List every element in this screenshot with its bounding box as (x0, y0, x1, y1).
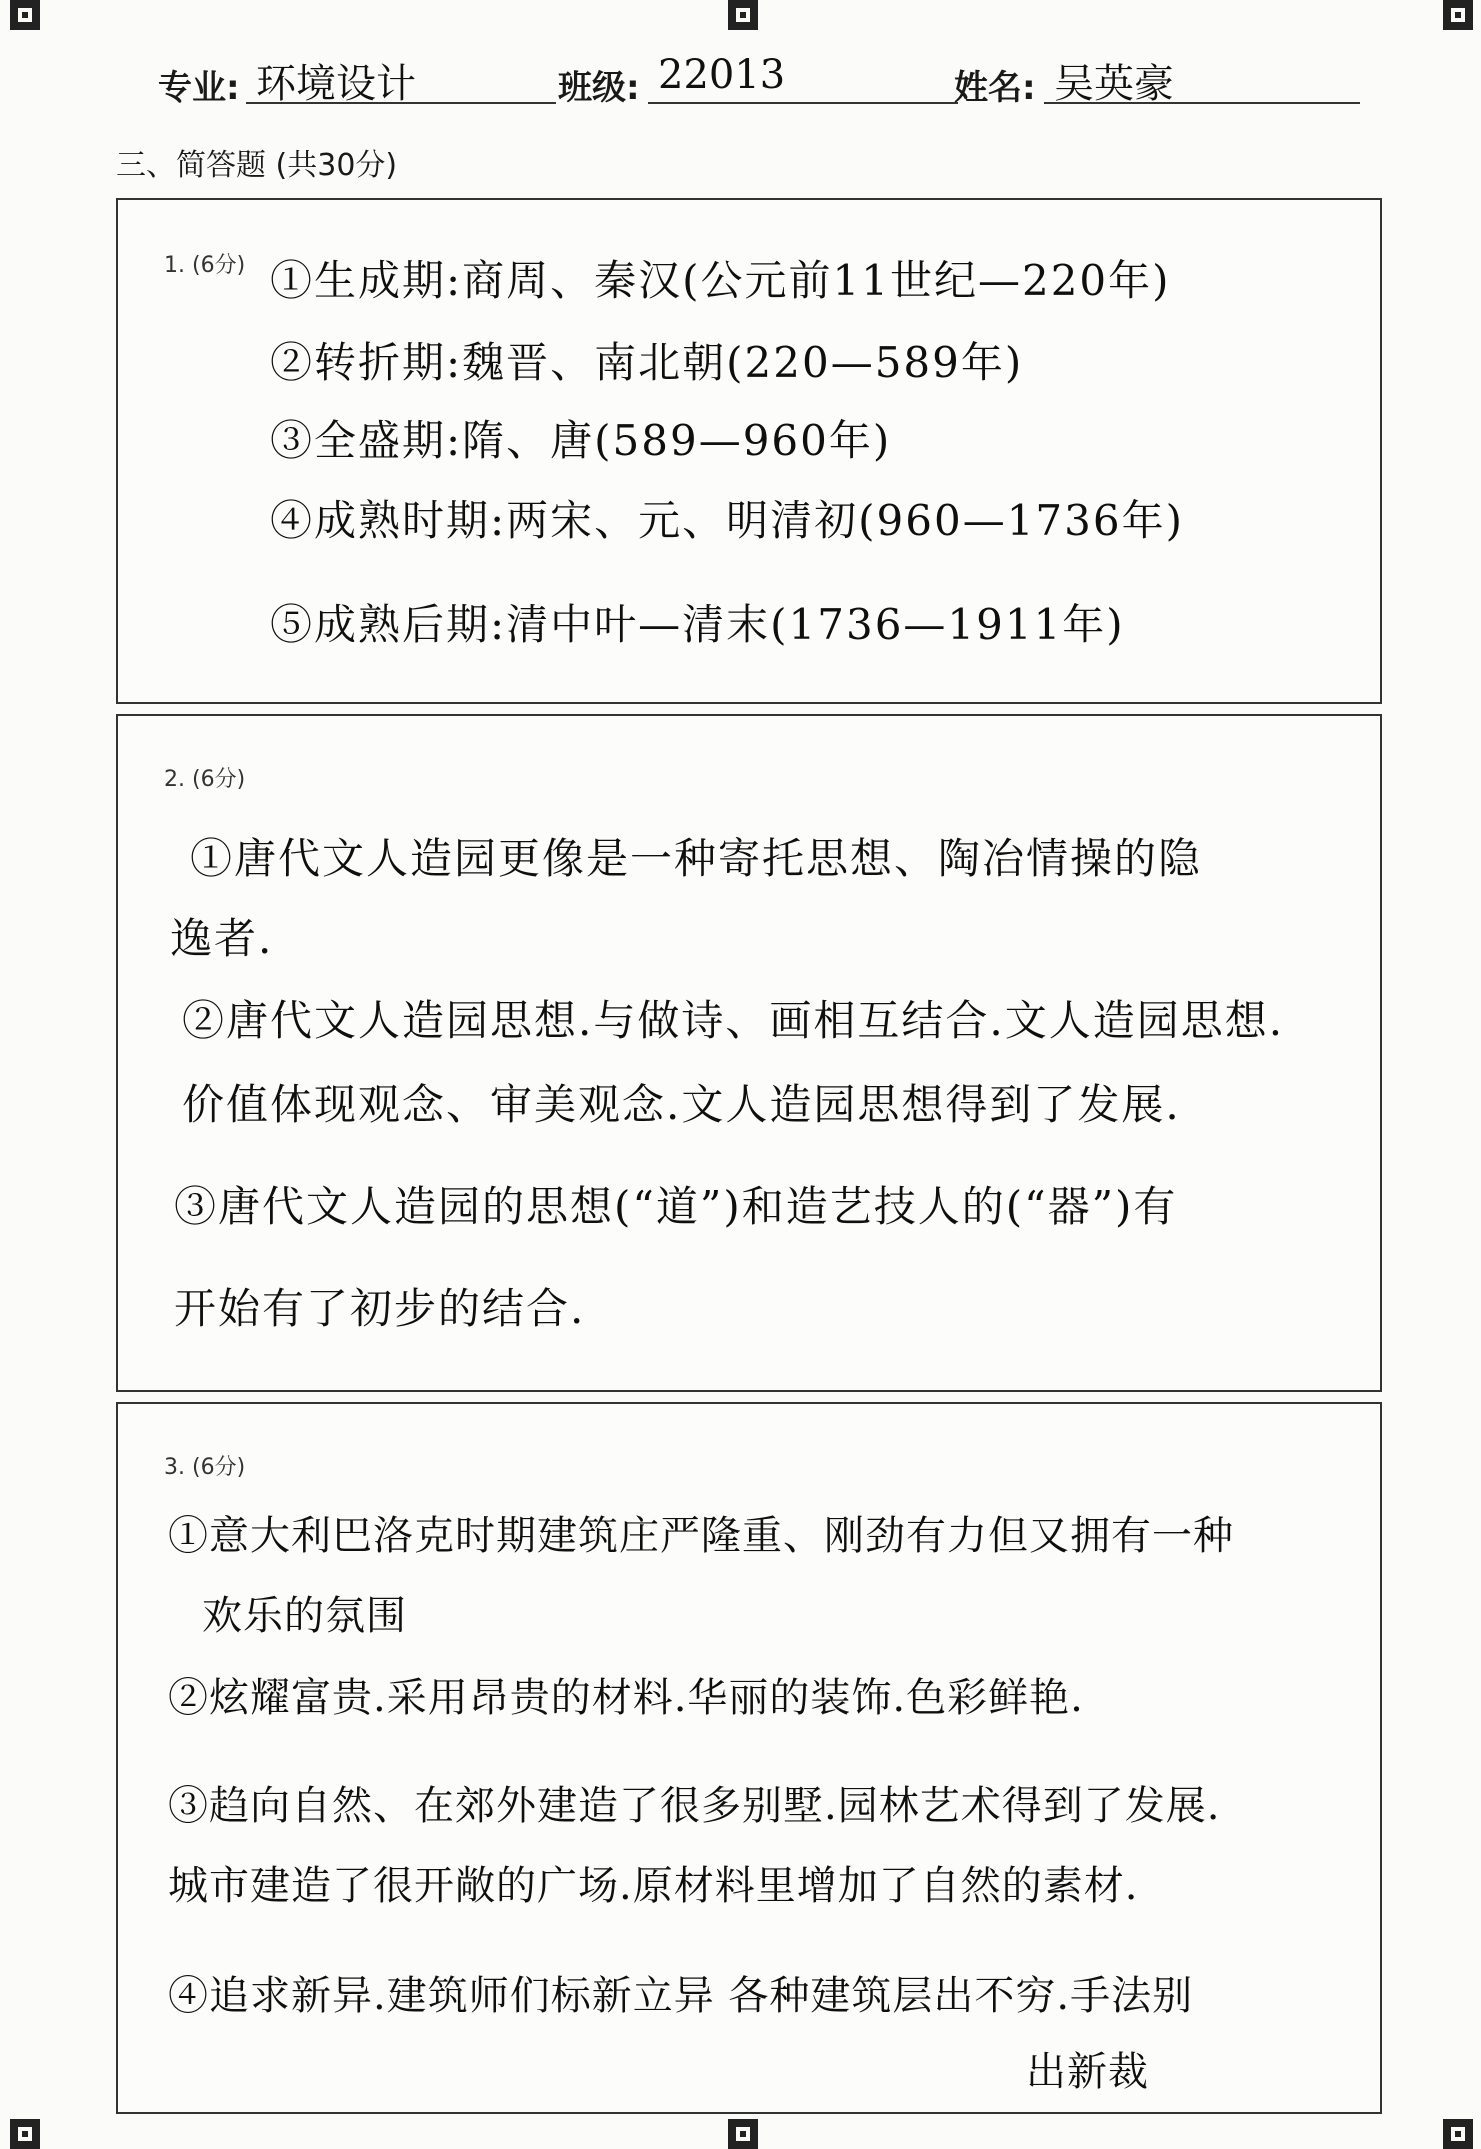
corner-marker-bottom-center (728, 2119, 758, 2149)
question-number: 2. (6分) (164, 767, 246, 792)
class-label: 班级: (558, 68, 640, 108)
name-field[interactable]: 吴英豪 (1044, 52, 1360, 104)
answer-line: 开始有了初步的结合. (174, 1284, 586, 1333)
answer-line: 逸者. (170, 914, 274, 963)
answer-line: ④追求新异.建筑师们标新立异 各种建筑层出不穷.手法别 (168, 1973, 1194, 2019)
answer-line: ②转折期:魏晋、南北朝(220—589年) (270, 338, 1024, 387)
student-info-header (158, 52, 1358, 112)
corner-marker-top-right (1443, 0, 1473, 30)
answer-box-1[interactable] (116, 198, 1382, 704)
corner-marker-bottom-right (1443, 2119, 1473, 2149)
answer-line: ①生成期:商周、秦汉(公元前11世纪—220年) (270, 256, 1171, 305)
answer-line: ③全盛期:隋、唐(589—960年) (270, 416, 892, 465)
answer-line: ③唐代文人造园的思想(“道”)和造艺技人的(“器”)有 (174, 1182, 1178, 1231)
answer-line: ②炫耀富贵.采用昂贵的材料.华丽的装饰.色彩鲜艳. (168, 1675, 1084, 1721)
corner-marker-top-left (10, 0, 40, 30)
name-label: 姓名: (954, 68, 1036, 108)
answer-box-3[interactable] (116, 1402, 1382, 2114)
answer-line: ④成熟时期:两宋、元、明清初(960—1736年) (270, 496, 1184, 545)
answer-line: ①意大利巴洛克时期建筑庄严隆重、刚劲有力但又拥有一种 (168, 1513, 1234, 1559)
major-label: 专业: (158, 68, 240, 108)
question-number: 1. (6分) (164, 253, 246, 278)
answer-line: ③趋向自然、在郊外建造了很多别墅.园林艺术得到了发展. (168, 1783, 1221, 1829)
answer-line: ②唐代文人造园思想.与做诗、画相互结合.文人造园思想. (182, 996, 1285, 1045)
corner-marker-top-center (728, 0, 758, 30)
class-field[interactable]: 22013 (648, 52, 958, 104)
answer-line: 价值体现观念、审美观念.文人造园思想得到了发展. (182, 1080, 1181, 1129)
answer-line: 城市建造了很开敞的广场.原材料里增加了自然的素材. (168, 1863, 1139, 1909)
answer-line: 出新裁 (1026, 2049, 1149, 2095)
corner-marker-bottom-left (10, 2119, 40, 2149)
answer-line: ①唐代文人造园更像是一种寄托思想、陶冶情操的隐 (190, 834, 1203, 883)
question-number: 3. (6分) (164, 1455, 246, 1480)
answer-box-2[interactable] (116, 714, 1382, 1392)
major-field[interactable]: 环境设计 (246, 52, 556, 104)
answer-line: ⑤成熟后期:清中叶—清末(1736—1911年) (270, 600, 1125, 649)
answer-line: 欢乐的氛围 (202, 1593, 407, 1639)
section-title: 三、简答题 (共30分) (116, 148, 398, 183)
